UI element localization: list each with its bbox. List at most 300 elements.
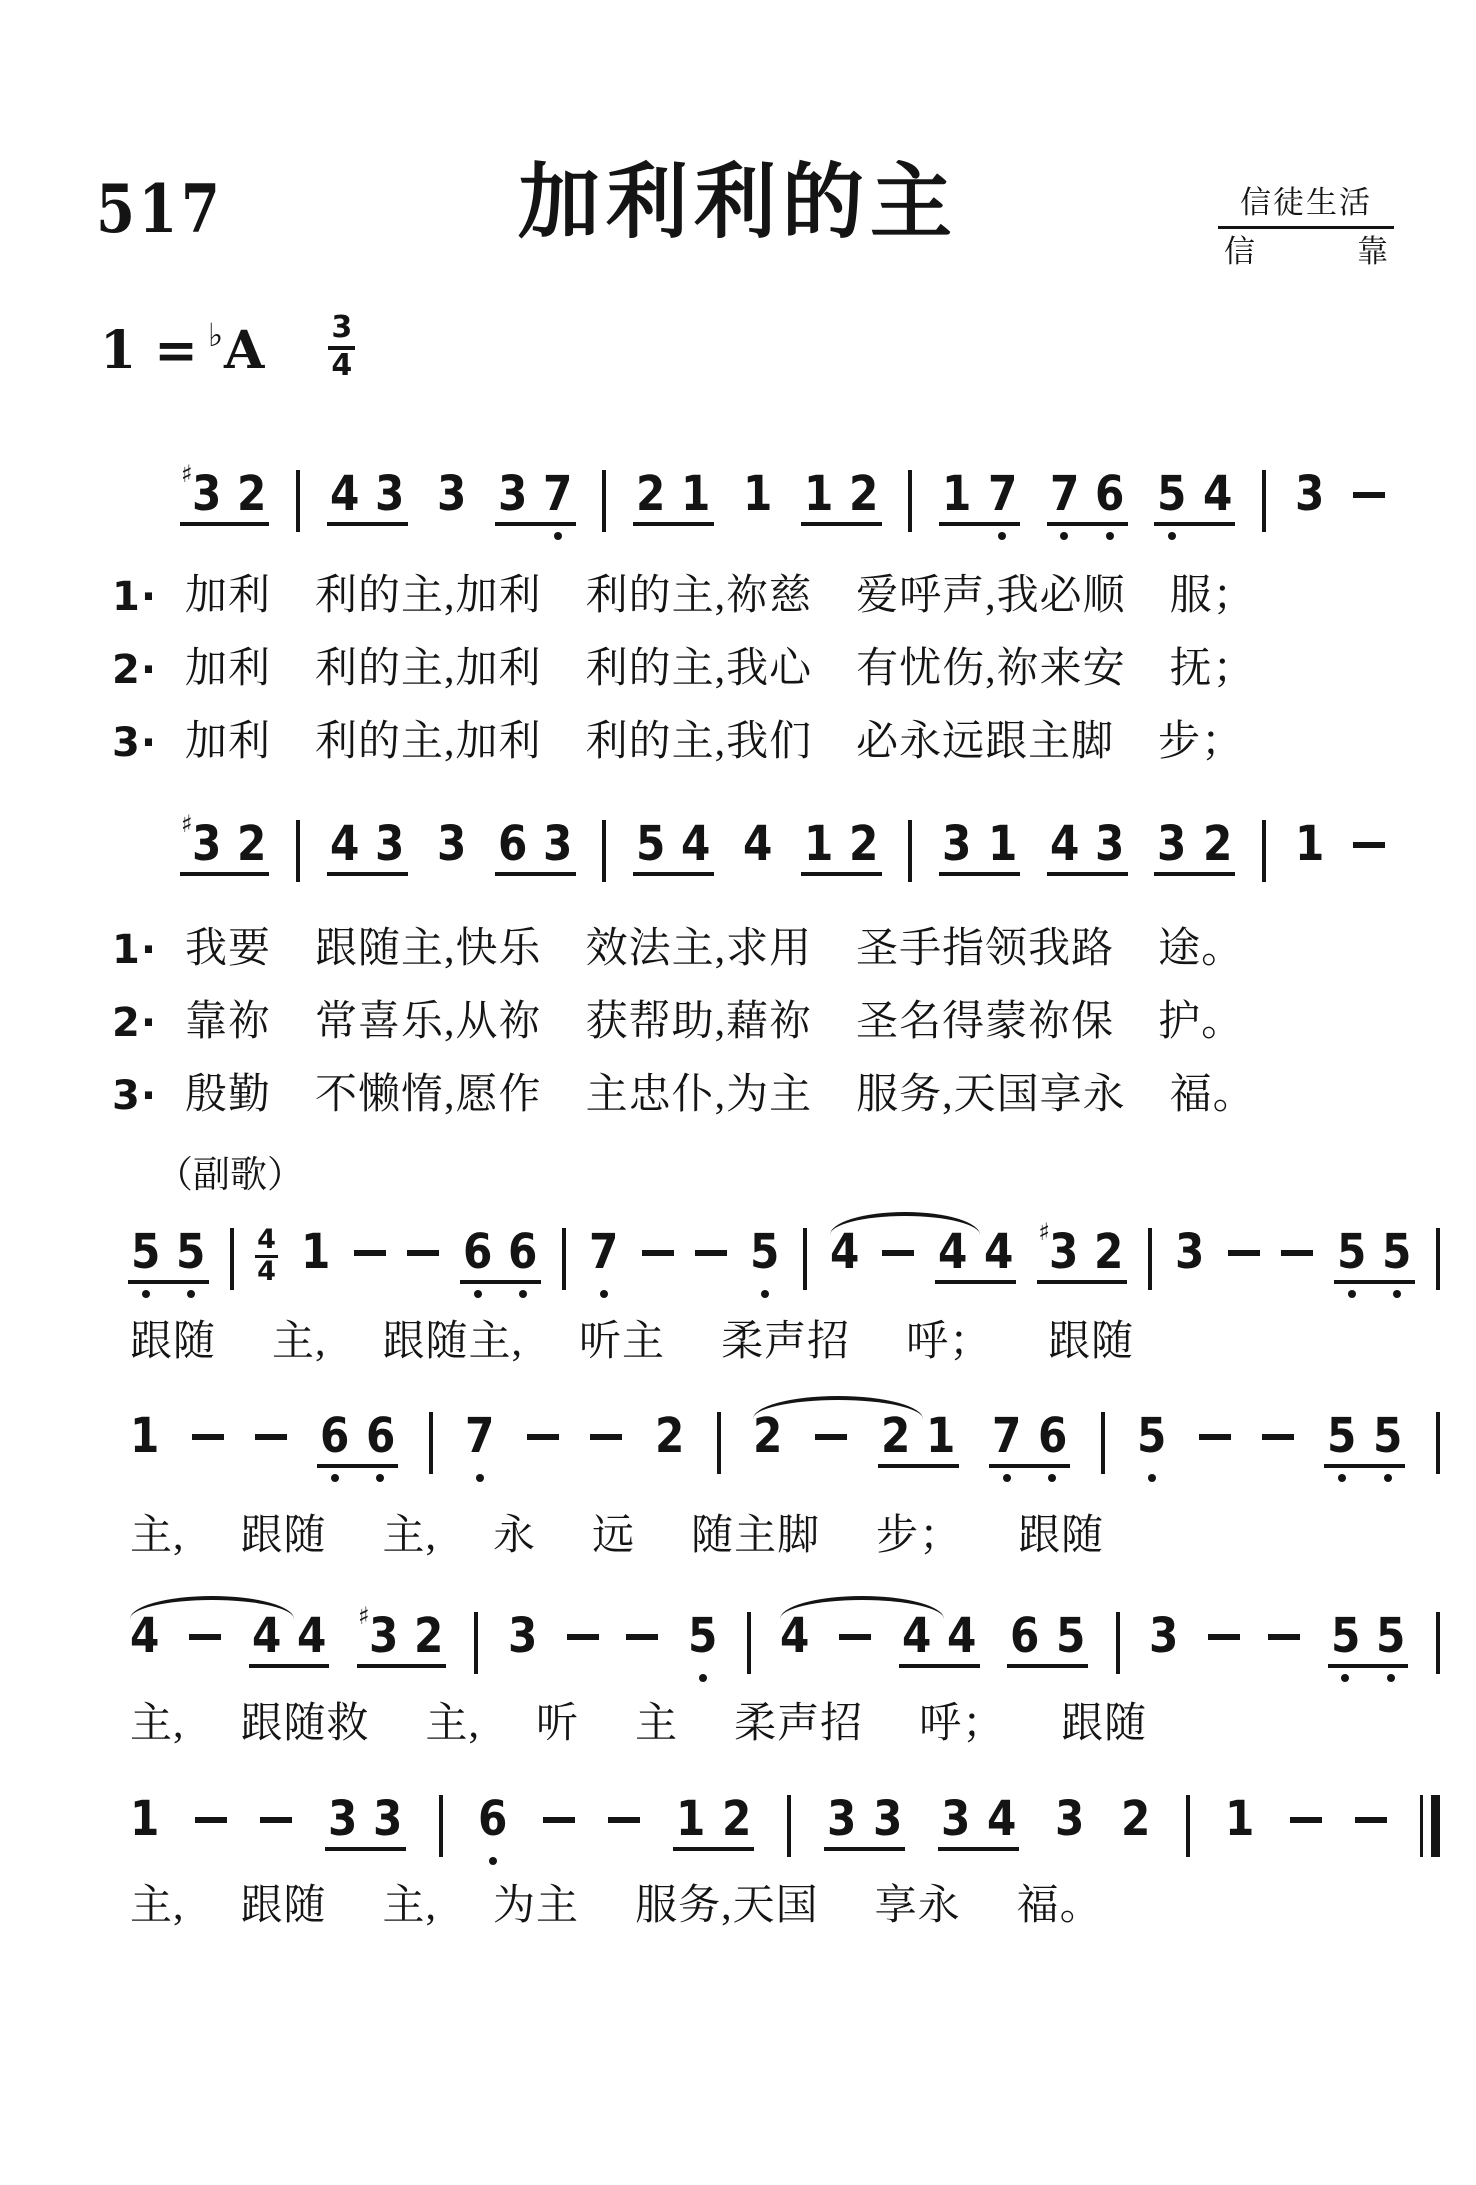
note-digit-line: [1135, 1408, 1168, 1464]
note-digit-line: [1008, 1608, 1041, 1664]
note-digit-line: [847, 816, 880, 872]
note: [496, 816, 529, 895]
note: [741, 466, 774, 545]
category-block: [1218, 184, 1394, 272]
music-line-chorus-4: [128, 1791, 1440, 1870]
note: [847, 816, 880, 895]
note: [328, 816, 361, 895]
note-digit: 2: [654, 1408, 684, 1464]
note-digit: 3: [872, 1791, 903, 1847]
note-digit: 3: [507, 1608, 538, 1664]
note-digit-line: [778, 1608, 811, 1664]
note-digit: 4: [947, 1608, 977, 1664]
barline: [747, 1612, 751, 1674]
note: [986, 816, 1019, 895]
beamed-note-group: [899, 1608, 980, 1687]
time-numerator: 4: [255, 1226, 278, 1258]
note: [825, 1791, 858, 1870]
low-octave-dot-icon: [761, 1290, 769, 1298]
note: [936, 1224, 969, 1303]
duration-dash: [695, 1250, 727, 1256]
note-digit: 2: [849, 816, 879, 872]
low-octave-dot-icon: [1387, 1674, 1395, 1682]
final-bar-thin: [1420, 1795, 1423, 1857]
note-digit: 5: [176, 1224, 206, 1280]
beamed-note-group: [327, 466, 408, 545]
note: [653, 1408, 686, 1487]
tie-arc: [753, 1396, 923, 1419]
octave-dot-slot: [1387, 1669, 1395, 1687]
beamed-note-group: [673, 1791, 754, 1870]
chorus-label: （副歌）: [156, 1155, 304, 1196]
lyric-segment: 福。: [1016, 1883, 1103, 1929]
note-digit-line: [128, 1408, 161, 1464]
lyric-segment: 柔声招: [721, 1319, 851, 1365]
time-denominator: 4: [331, 347, 353, 383]
note: [1201, 816, 1234, 895]
duration-dash: [882, 1250, 914, 1256]
lyric-segment: 跟随: [240, 1513, 327, 1559]
note-digit-line: [1147, 1608, 1180, 1664]
note-digit-line: [1201, 466, 1234, 522]
low-octave-dot-icon: [187, 1290, 195, 1298]
lyric-segment: 为主: [493, 1883, 580, 1929]
note-digit: 2: [1202, 816, 1233, 872]
note-digit: 4: [329, 466, 360, 522]
barline: [602, 470, 606, 532]
note-digit-line: [1093, 466, 1126, 522]
note-digit-line: [129, 1224, 162, 1280]
beamed-note-group: [1047, 816, 1128, 895]
lyric-segment: 服务,天国享永: [856, 1072, 1126, 1118]
low-octave-dot-icon: [489, 1857, 497, 1865]
low-octave-dot-icon: [699, 1674, 707, 1682]
note: [461, 1224, 494, 1303]
barline: [602, 820, 606, 882]
lyric-segment: 靠祢: [185, 999, 272, 1045]
duration-dash: [1355, 1817, 1387, 1823]
note-digit: 3: [1054, 1791, 1084, 1847]
note-digit-line: [990, 1408, 1023, 1464]
note: [1223, 1791, 1256, 1870]
note-digit-line: [828, 1224, 861, 1280]
lyric-segment: 利的主,加利: [315, 719, 542, 765]
note-digit: 1: [676, 1791, 706, 1847]
lyric-segment: 福。: [1169, 1072, 1256, 1118]
note-digit-line: [1048, 816, 1081, 872]
note-digit: 3: [368, 1608, 399, 1664]
note-digit-line: [128, 1608, 161, 1664]
duration-dash: [1208, 1634, 1240, 1640]
duration-dash: [192, 1434, 224, 1440]
note-digit: 6: [1010, 1608, 1040, 1664]
barline: [787, 1795, 791, 1857]
octave-dot-slot: [1384, 1469, 1392, 1487]
beamed-note-group: [1047, 466, 1128, 545]
beamed-note-group: [935, 1224, 1016, 1303]
note-digit-line: [235, 466, 268, 522]
lyric-segment: 效法主,求用: [585, 926, 813, 972]
note: [674, 1791, 707, 1870]
barline: [1436, 1612, 1440, 1674]
lyric-segment: 主忠仆,为主: [585, 1072, 813, 1118]
barline: [1436, 1228, 1440, 1290]
low-octave-dot-icon: [1060, 532, 1068, 540]
octave-dot-slot: [519, 1285, 527, 1303]
barline: [296, 470, 300, 532]
lyric-segment: 主,: [382, 1513, 438, 1559]
lyric-segment: 利的主,加利: [315, 573, 542, 619]
octave-dot-slot: [761, 1285, 769, 1303]
note-digit: 3: [497, 466, 528, 522]
note-digit-line: [1374, 1608, 1407, 1664]
octave-dot-slot: [998, 527, 1006, 545]
lyric-segment: 远: [592, 1513, 636, 1559]
note-digit-line: [802, 816, 835, 872]
lyric-segment: 听主: [579, 1319, 666, 1365]
note-digit: 5: [1376, 1608, 1406, 1664]
note: [940, 466, 973, 545]
lyric-line-chorus-3: [130, 1700, 1147, 1748]
beamed-note-group: [495, 466, 576, 545]
note-digit-line: [939, 1791, 972, 1847]
note: [1093, 466, 1126, 545]
note-digit: 3: [543, 816, 573, 872]
final-bar-thick: [1431, 1795, 1440, 1857]
beamed-note-group: [938, 1791, 1019, 1870]
note-digit-line: [1054, 1608, 1087, 1664]
note: [250, 1608, 283, 1687]
lyric-segment: 跟随主,: [382, 1319, 524, 1365]
lyric-segment: 利的主,祢慈: [585, 573, 813, 619]
lyric-segment: 利的主,加利: [315, 646, 542, 692]
duration-dash: [608, 1817, 640, 1823]
note-digit: 5: [1336, 1224, 1367, 1280]
note: [1147, 1608, 1180, 1687]
beamed-note-group: [357, 1602, 446, 1687]
lyric-segment: 利的主,我们: [585, 719, 813, 765]
barline: [230, 1228, 234, 1290]
beamed-note-group: [633, 816, 714, 895]
note: [128, 1408, 161, 1487]
tie-arc: [830, 1212, 980, 1235]
note: [679, 466, 712, 545]
tie-arc: [780, 1596, 944, 1619]
note: [985, 1791, 1018, 1870]
note-digit-line: [1293, 466, 1326, 522]
note-digit: 1: [130, 1791, 160, 1847]
lyric-segment: 加利: [185, 719, 272, 765]
note: [940, 816, 973, 895]
note: [990, 1408, 1023, 1487]
duration-dash: [195, 1817, 227, 1823]
verse-number: 2·: [112, 1000, 158, 1046]
note: [1374, 1608, 1407, 1687]
duration-dash: [255, 1434, 287, 1440]
category-bottom-left: 信: [1224, 233, 1255, 269]
note: [295, 1608, 328, 1687]
note: [128, 1608, 161, 1687]
note-digit: 7: [543, 466, 573, 522]
note-digit: 3: [1157, 816, 1187, 872]
note-digit-line: [986, 816, 1019, 872]
lyric-segment: 听: [536, 1701, 580, 1747]
barline: [908, 820, 912, 882]
note-digit-line: [435, 466, 468, 522]
note: [802, 816, 835, 895]
note-digit: 2: [1094, 1224, 1124, 1280]
note: [541, 466, 574, 545]
beamed-note-group: [801, 816, 882, 895]
note-digit-line: [358, 1602, 400, 1664]
lyric-segment: 步；: [876, 1513, 963, 1559]
note-digit-line: [364, 1408, 397, 1464]
note-digit: 4: [329, 816, 360, 872]
note: [506, 1608, 539, 1687]
note: [1293, 466, 1326, 545]
note: [1173, 1224, 1206, 1303]
note-digit-line: [825, 1791, 858, 1847]
lyric-segment: 圣名得蒙祢保: [856, 999, 1115, 1045]
note-digit-line: [412, 1608, 445, 1664]
lyric-segment: 获帮助,藉祢: [585, 999, 813, 1045]
sharp-icon: ♯: [358, 1602, 370, 1630]
lyric-segment: 有忧伤,祢来安: [856, 646, 1126, 692]
barline: [1436, 1412, 1440, 1474]
note: [1135, 1408, 1168, 1487]
beamed-note-group: [989, 1408, 1070, 1487]
note-digit-line: [506, 1608, 539, 1664]
note: [802, 466, 835, 545]
note: [463, 1408, 496, 1487]
note: [741, 816, 774, 895]
note-digit: 1: [1224, 1791, 1255, 1847]
time-denominator: 4: [257, 1256, 276, 1288]
duration-dash: [642, 1250, 674, 1256]
lyric-segment: 加利: [185, 573, 272, 619]
note: [1053, 1791, 1086, 1870]
time-signature-main: [328, 312, 355, 381]
note: [364, 1408, 397, 1487]
low-octave-dot-icon: [1003, 1474, 1011, 1482]
beamed-note-group: [460, 1224, 541, 1303]
duration-dash: [1199, 1434, 1231, 1440]
page-title: 加利利的主: [517, 157, 958, 248]
lyric-segment: 主,: [272, 1319, 327, 1365]
octave-dot-slot: [1048, 1469, 1056, 1487]
note-digit-line: [1155, 816, 1188, 872]
note-digit-line: [250, 1608, 283, 1664]
low-octave-dot-icon: [554, 532, 562, 540]
note: [358, 1602, 400, 1687]
category-bottom-right: 靠: [1357, 233, 1388, 269]
beamed-note-group: [325, 1791, 406, 1870]
low-octave-dot-icon: [1393, 1290, 1401, 1298]
note-digit-line: [295, 1608, 328, 1664]
note-digit-line: [373, 816, 406, 872]
note: [1335, 1224, 1368, 1303]
key-signature: [100, 310, 355, 383]
note-digit-line: [1048, 466, 1081, 522]
music-line-verse-2: [180, 810, 1385, 895]
note-digit: 1: [681, 466, 711, 522]
verse-number: 1·: [112, 927, 158, 973]
music-line-chorus-1: [128, 1218, 1440, 1303]
note-digit: 5: [1382, 1224, 1412, 1280]
lyric-segment: 跟随救: [240, 1701, 370, 1747]
note-digit-line: [496, 816, 529, 872]
low-octave-dot-icon: [1341, 1674, 1349, 1682]
low-octave-dot-icon: [1168, 532, 1176, 540]
note-digit-line: [751, 1408, 784, 1464]
duration-dash: [189, 1634, 221, 1640]
note-digit-line: [634, 466, 667, 522]
lyric-segment: 服；: [1169, 573, 1256, 619]
note-digit: 2: [1121, 1791, 1151, 1847]
octave-dot-slot: [1003, 1469, 1011, 1487]
octave-dot-slot: [1393, 1285, 1401, 1303]
note-digit: 6: [478, 1791, 508, 1847]
duration-dash: [527, 1434, 559, 1440]
note-digit-line: [1093, 816, 1126, 872]
note-digit: 4: [130, 1608, 160, 1664]
lyric-segment: 步；: [1158, 719, 1245, 765]
low-octave-dot-icon: [600, 1290, 608, 1298]
low-octave-dot-icon: [474, 1290, 482, 1298]
note-digit: 3: [191, 816, 222, 872]
note-digit: 4: [902, 1608, 932, 1664]
note-digit-line: [945, 1608, 978, 1664]
note-digit: 3: [375, 466, 405, 522]
duration-dash: [1290, 1817, 1322, 1823]
lyric-segment: 加利: [185, 646, 272, 692]
note-digit-line: [748, 1224, 781, 1280]
duration-dash: [567, 1634, 599, 1640]
verse-number: 2·: [112, 647, 158, 693]
music-line-verse-1: [180, 460, 1385, 545]
note: [1048, 466, 1081, 545]
note-digit-line: [1380, 1224, 1413, 1280]
lyric-segment: 跟随: [130, 1319, 217, 1365]
duration-dash: [839, 1634, 871, 1640]
note: [587, 1224, 620, 1303]
note-digit-line: [653, 1408, 686, 1464]
note-digit-line: [299, 1224, 332, 1280]
note: [1329, 1608, 1362, 1687]
note-digit-line: [985, 1791, 1018, 1847]
low-octave-dot-icon: [519, 1290, 527, 1298]
note-digit-line: [181, 810, 223, 872]
note-digit: 3: [942, 816, 972, 872]
barline: [908, 470, 912, 532]
octave-dot-slot: [142, 1285, 150, 1303]
note-digit-line: [982, 1224, 1015, 1280]
note: [1048, 816, 1081, 895]
note-digit: 5: [131, 1224, 161, 1280]
beamed-note-group: [327, 816, 408, 895]
note-digit: 6: [320, 1408, 350, 1464]
barline: [1262, 470, 1266, 532]
beamed-note-group: [128, 1224, 209, 1303]
note-digit: 3: [1149, 1608, 1179, 1664]
note-digit: 3: [1294, 466, 1325, 522]
note-digit-line: [741, 466, 774, 522]
note-digit: 5: [1372, 1408, 1403, 1464]
note-digit-line: [1223, 1791, 1256, 1847]
octave-dot-slot: [1338, 1469, 1346, 1487]
note: [1008, 1608, 1041, 1687]
note-digit: 3: [1175, 1224, 1205, 1280]
note: [1119, 1791, 1152, 1870]
note-digit-line: [871, 1791, 904, 1847]
note: [751, 1408, 784, 1487]
barline: [296, 820, 300, 882]
note: [1038, 1218, 1080, 1303]
flat-icon: ♭: [207, 316, 223, 354]
sharp-icon: ♯: [181, 810, 193, 838]
barline: [717, 1412, 721, 1474]
lyric-segment: 柔声招: [734, 1701, 864, 1747]
octave-dot-slot: [474, 1285, 482, 1303]
category-top-label: 信徒生活: [1218, 184, 1394, 229]
note-digit-line: [541, 816, 574, 872]
note: [1380, 1224, 1413, 1303]
note-digit: 1: [1294, 816, 1325, 872]
note-digit-line: [900, 1608, 933, 1664]
note-digit: 7: [1049, 466, 1080, 522]
note-digit: 6: [1037, 1408, 1067, 1464]
note-digit-line: [181, 460, 223, 522]
note: [181, 460, 223, 545]
note-digit-line: [802, 466, 835, 522]
note-digit: 1: [301, 1224, 331, 1280]
lyric-segment: 跟随: [1048, 1319, 1135, 1365]
note-digit-line: [318, 1408, 351, 1464]
note: [181, 810, 223, 895]
duration-dash: [815, 1434, 847, 1440]
note: [982, 1224, 1015, 1303]
beamed-note-group: [1328, 1608, 1409, 1687]
low-octave-dot-icon: [1148, 1474, 1156, 1482]
beamed-note-group: [1154, 466, 1235, 545]
lyric-segment: 途。: [1158, 926, 1245, 972]
note-digit: 4: [780, 1608, 810, 1664]
note-digit-line: [373, 466, 406, 522]
beamed-note-group: [878, 1408, 959, 1487]
octave-dot-slot: [476, 1469, 484, 1487]
note-digit-line: [476, 1791, 509, 1847]
note-digit: 3: [436, 816, 466, 872]
note: [986, 466, 1019, 545]
lyric-segment: 跟随: [240, 1883, 327, 1929]
key-text: [100, 316, 264, 382]
note-digit-line: [741, 816, 774, 872]
barline: [1116, 1612, 1120, 1674]
note: [634, 466, 667, 545]
low-octave-dot-icon: [1348, 1290, 1356, 1298]
lyric-line-chorus-2: [130, 1512, 1104, 1560]
note-digit: 5: [1157, 466, 1187, 522]
note-digit-line: [936, 1224, 969, 1280]
key-prefix: 1 =: [100, 320, 198, 381]
note-digit: 2: [636, 466, 666, 522]
note-digit: 2: [880, 1408, 911, 1464]
note-digit: 4: [251, 1608, 281, 1664]
barline: [429, 1412, 433, 1474]
note-digit-line: [940, 816, 973, 872]
lyric-segment: 圣手指领我路: [856, 926, 1115, 972]
note-digit-line: [1053, 1791, 1086, 1847]
